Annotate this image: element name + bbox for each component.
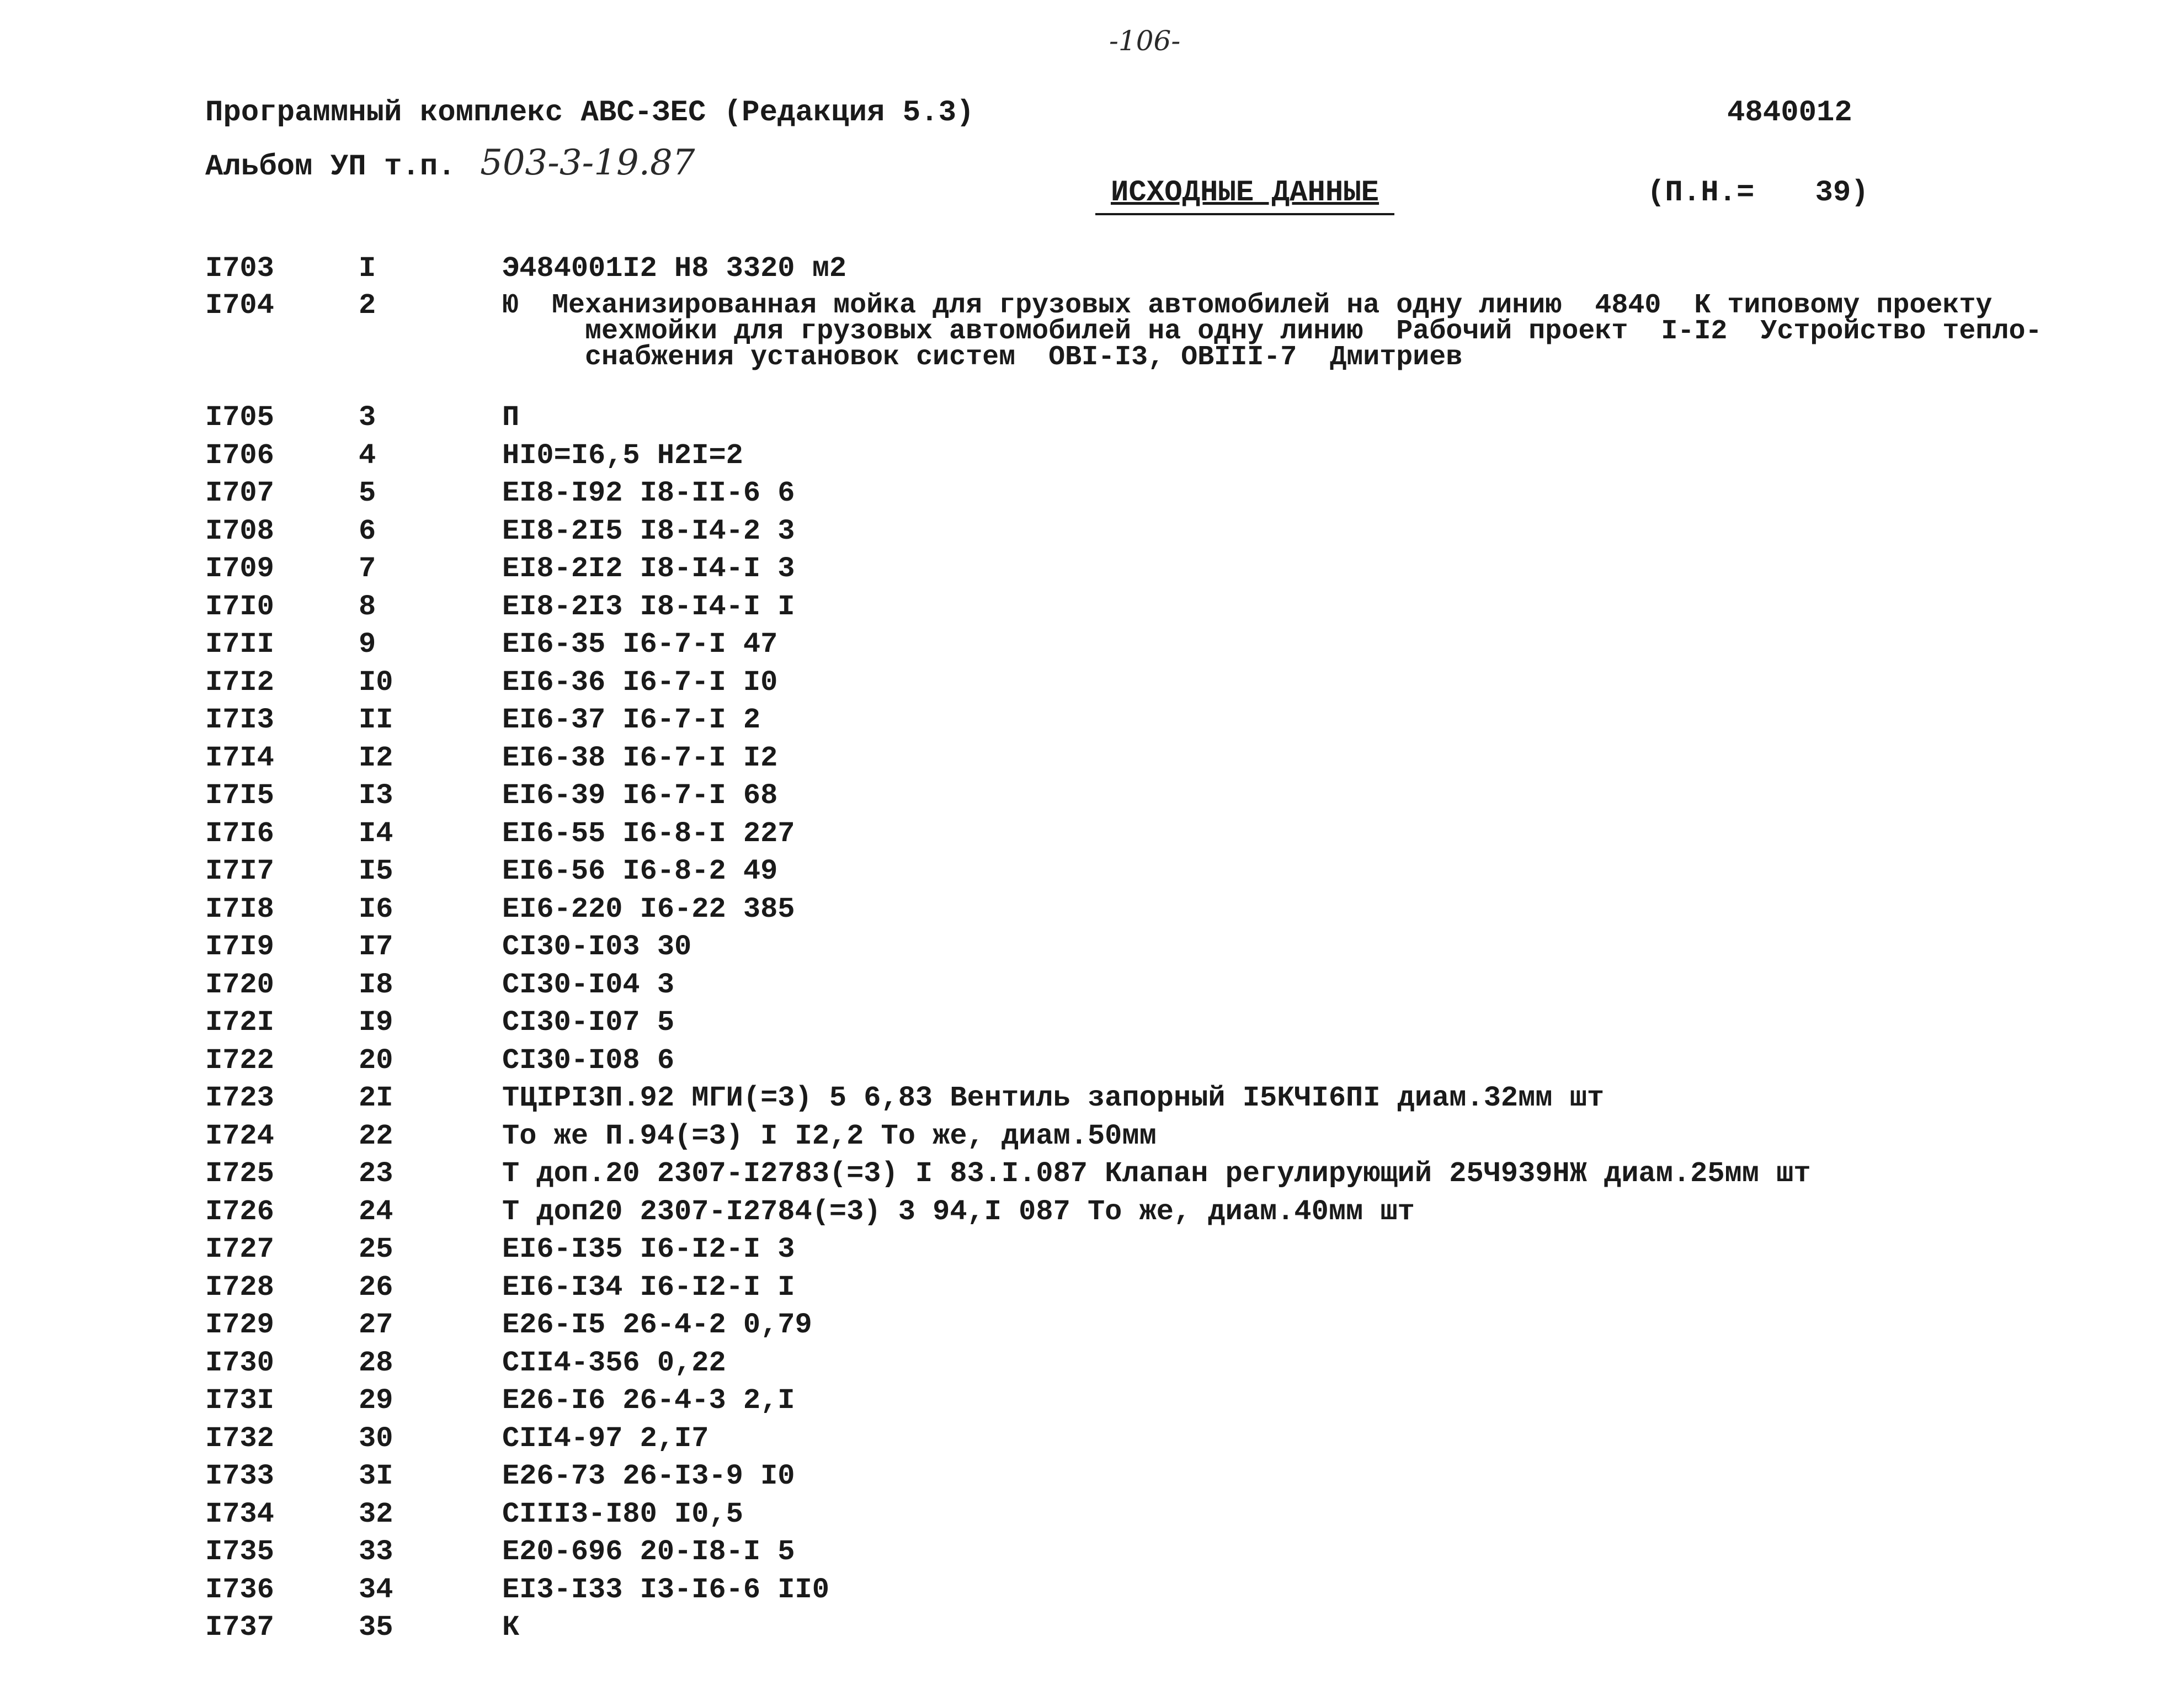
row-number: I723	[205, 1082, 274, 1114]
row-content: СI30-I08 6	[502, 1044, 675, 1077]
line-index: 27	[359, 1309, 393, 1341]
row-content: ЕI6-220 I6-22 385	[502, 893, 795, 926]
row-content: ЕI6-38 I6-7-I I2	[502, 742, 778, 774]
row-number: I737	[205, 1611, 274, 1644]
line-index: 32	[359, 1498, 393, 1531]
row-content: Е26-I6 26-4-3 2,I	[502, 1384, 795, 1417]
line-index: 29	[359, 1384, 393, 1417]
line-index: 34	[359, 1574, 393, 1606]
row-content: ТЦIРI3П.92 МГИ(=3) 5 6,83 Вентиль запорный I5КЧI6ПI диам.32мм шт	[502, 1082, 1605, 1114]
row-number: I705	[205, 401, 274, 434]
row-content: СIII3-I80 I0,5	[502, 1498, 743, 1531]
line-index: 33	[359, 1535, 393, 1568]
line-index: I	[359, 252, 376, 285]
line-index: 28	[359, 1347, 393, 1379]
row-number: I729	[205, 1309, 274, 1341]
line-index: 4	[359, 439, 376, 472]
line-index: I6	[359, 893, 393, 926]
section-title: ИСХОДНЫЕ ДАННЫЕ	[1095, 177, 1394, 215]
row-content: СI30-I03 30	[502, 931, 692, 963]
row-content: ЕI3-I33 I3-I6-6 II0	[502, 1574, 829, 1606]
row-number: I730	[205, 1347, 274, 1379]
line-index: 25	[359, 1233, 393, 1266]
row-number: I735	[205, 1535, 274, 1568]
row-content: ЕI6-I34 I6-I2-I I	[502, 1271, 795, 1304]
row-number: I706	[205, 439, 274, 472]
row-content: Т доп.20 2307-I2783(=3) I 83.I.087 Клапан регулирующий 25Ч939НЖ диам.25мм шт	[502, 1157, 1811, 1190]
album-handwritten-number: 503-3-19.87	[480, 142, 695, 183]
row-content: ЕI6-37 I6-7-I 2	[502, 704, 761, 736]
row-number: I704	[205, 289, 274, 322]
row-number: I709	[205, 552, 274, 585]
pn-value: 39)	[1815, 176, 1869, 210]
row-number: I7I2	[205, 666, 274, 699]
row-number: I722	[205, 1044, 274, 1077]
row-number: I725	[205, 1157, 274, 1190]
line-index: 24	[359, 1195, 393, 1228]
row-number: I707	[205, 477, 274, 509]
row-content: НI0=I6,5 Н2I=2	[502, 439, 743, 472]
row-content: ЕI6-36 I6-7-I I0	[502, 666, 778, 699]
row-number: I7I4	[205, 742, 274, 774]
line-index: 8	[359, 591, 376, 623]
line-index: I3	[359, 779, 393, 812]
line-index: 30	[359, 1422, 393, 1455]
line-index: 9	[359, 628, 376, 661]
row-content: ЕI6-55 I6-8-I 227	[502, 817, 795, 850]
line-index: 20	[359, 1044, 393, 1077]
line-index: 6	[359, 515, 376, 548]
line-index: 3	[359, 401, 376, 434]
doc-code: 4840012	[1727, 96, 1852, 130]
line-index: 7	[359, 552, 376, 585]
row-content: ЕI8-I92 I8-II-6 6	[502, 477, 795, 509]
album-label: Альбом УП т.п.	[205, 150, 456, 184]
row-content: Э484001I2 Н8 3320 м2	[502, 252, 847, 285]
row-content: СII4-97 2,I7	[502, 1422, 709, 1455]
line-index: 3I	[359, 1460, 393, 1492]
row-content: То же П.94(=3) I I2,2 То же, диам.50мм	[502, 1120, 1157, 1152]
row-number: I736	[205, 1574, 274, 1606]
line-index: I4	[359, 817, 393, 850]
row-number: I708	[205, 515, 274, 548]
row-number: I7II	[205, 628, 274, 661]
row-number: I7I5	[205, 779, 274, 812]
row-content: ЕI8-2I2 I8-I4-I 3	[502, 552, 795, 585]
row-number: I724	[205, 1120, 274, 1152]
row-content: ЕI8-2I3 I8-I4-I I	[502, 591, 795, 623]
row-content: ЕI6-35 I6-7-I 47	[502, 628, 778, 661]
line-index: I8	[359, 969, 393, 1001]
row-number: I7I6	[205, 817, 274, 850]
line-index: 22	[359, 1120, 393, 1152]
row-content: ЕI6-56 I6-8-2 49	[502, 855, 778, 888]
line-index: 5	[359, 477, 376, 509]
row-number: I727	[205, 1233, 274, 1266]
row-number: I726	[205, 1195, 274, 1228]
program-line: Программный комплекс АВС-ЗЕС (Редакция 5.3)	[205, 96, 974, 130]
row-number: I720	[205, 969, 274, 1001]
line-index: I9	[359, 1006, 393, 1039]
row-content: СII4-356 0,22	[502, 1347, 726, 1379]
row-content: ЕI6-39 I6-7-I 68	[502, 779, 778, 812]
line-index: I2	[359, 742, 393, 774]
row-content: Е26-73 26-I3-9 I0	[502, 1460, 795, 1492]
row-number: I732	[205, 1422, 274, 1455]
row-number: I733	[205, 1460, 274, 1492]
row-content: ЕI6-I35 I6-I2-I 3	[502, 1233, 795, 1266]
row-content: ЕI8-2I5 I8-I4-2 3	[502, 515, 795, 548]
row-number: I72I	[205, 1006, 274, 1039]
line-index: I5	[359, 855, 393, 888]
line-index: I7	[359, 931, 393, 963]
line-index: 2I	[359, 1082, 393, 1114]
line-index: 2	[359, 289, 376, 322]
row-number: I7I3	[205, 704, 274, 736]
project-description: Ю Механизированная мойка для грузовых автомобилей на одну линию 4840 К типовому проекту мехмойки для грузовых автомобилей на одну линию Рабочий проект I-I2 Устройство тепло- снабжения установок систем ОВI-I3, ОВIII-7 Дмитриев	[502, 290, 2042, 373]
row-content: П	[502, 401, 520, 434]
row-number: I734	[205, 1498, 274, 1531]
row-number: I7I0	[205, 591, 274, 623]
line-index: I0	[359, 666, 393, 699]
row-content: Е20-696 20-I8-I 5	[502, 1535, 795, 1568]
line-index: 23	[359, 1157, 393, 1190]
row-number: I7I9	[205, 931, 274, 963]
album-line	[205, 135, 695, 195]
row-content: СI30-I04 3	[502, 969, 675, 1001]
row-number: I7I7	[205, 855, 274, 888]
row-number: I73I	[205, 1384, 274, 1417]
pn-label: (П.Н.=	[1647, 176, 1755, 210]
row-content: Т доп20 2307-I2784(=3) 3 94,I 087 То же, диам.40мм шт	[502, 1195, 1415, 1228]
row-content: К	[502, 1611, 520, 1644]
row-number: I728	[205, 1271, 274, 1304]
row-content: Е26-I5 26-4-2 0,79	[502, 1309, 812, 1341]
page-number: -106-	[1109, 25, 1181, 57]
line-index: 35	[359, 1611, 393, 1644]
line-index: II	[359, 704, 393, 736]
pn-indicator	[1647, 177, 1869, 210]
line-index: 26	[359, 1271, 393, 1304]
row-number: I703	[205, 252, 274, 285]
row-number: I7I8	[205, 893, 274, 926]
row-content: СI30-I07 5	[502, 1006, 675, 1039]
